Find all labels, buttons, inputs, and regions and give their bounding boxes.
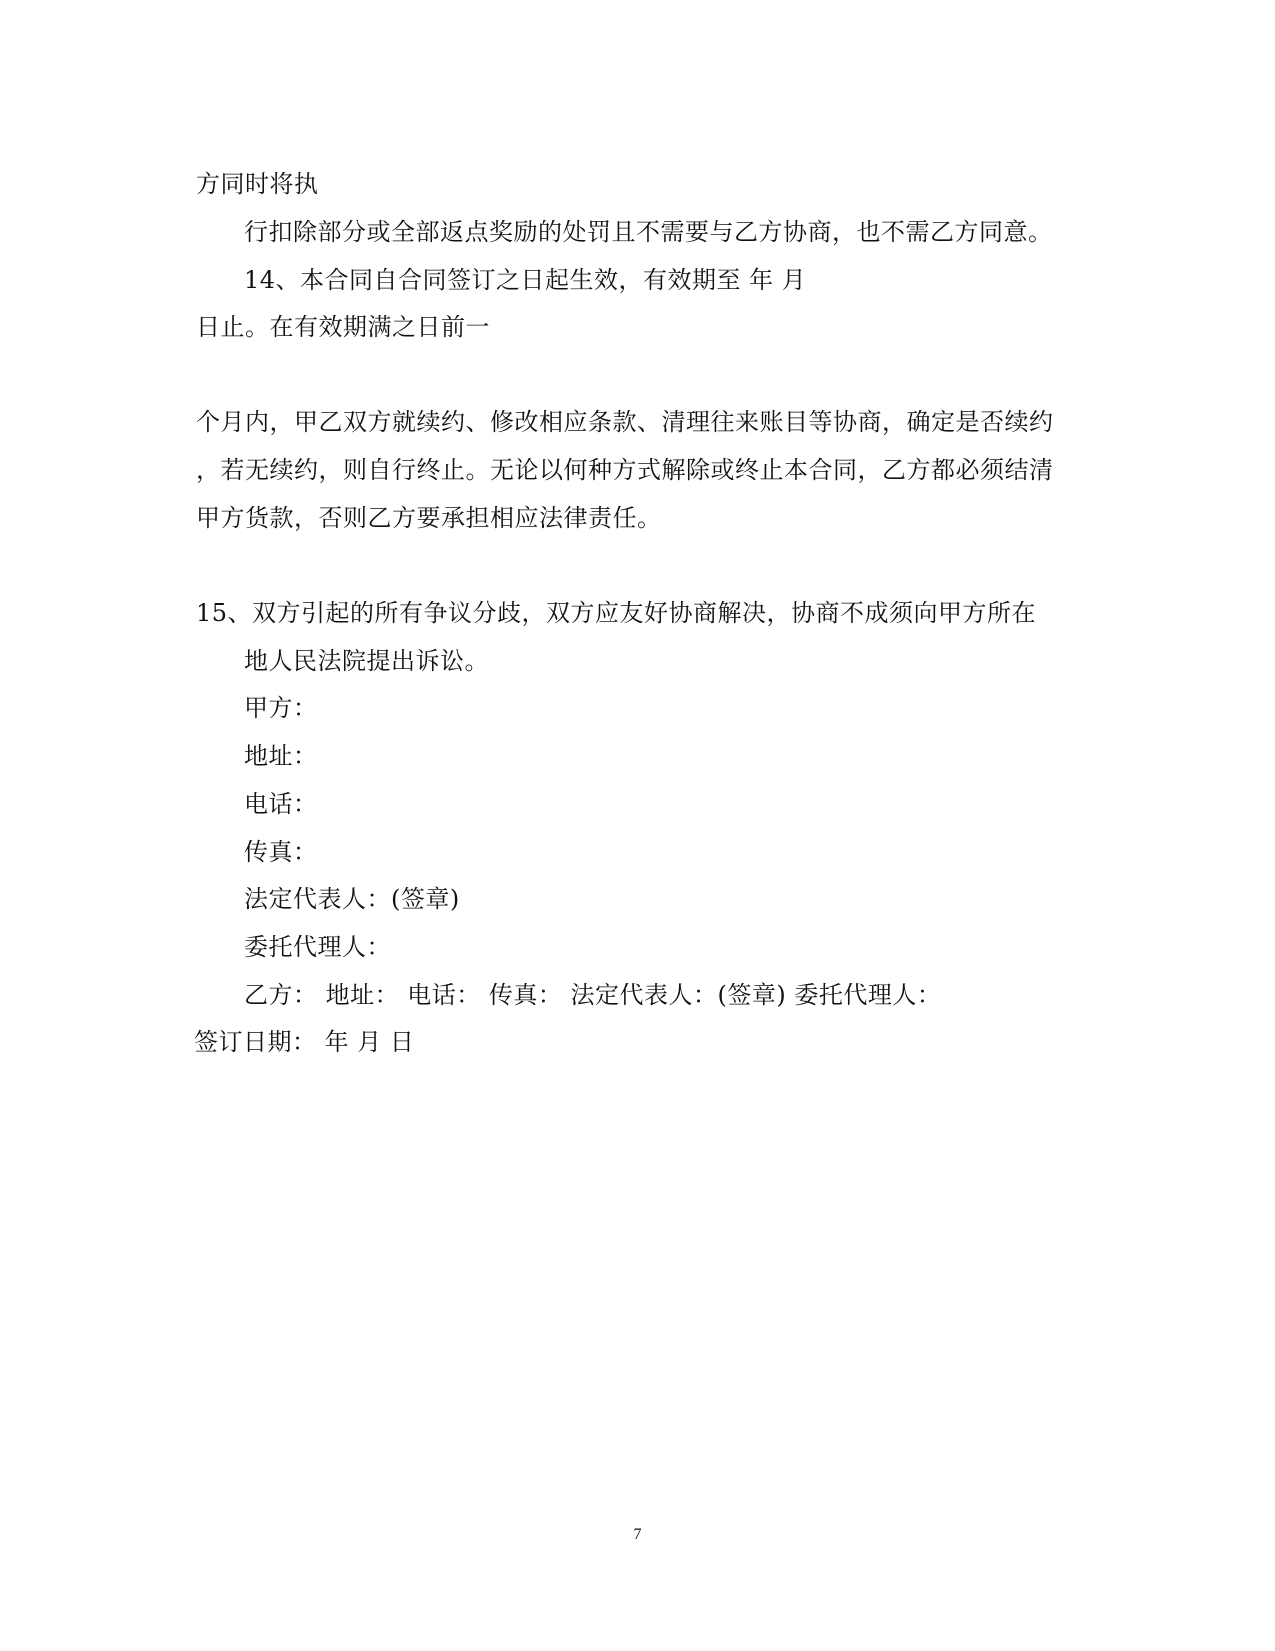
address-label: 地址： (244, 742, 318, 770)
clause-15: 15、双方引起的所有争议分歧，双方应友好协商解决，协商不成须向甲方所在 (196, 599, 1037, 627)
phone-label: 电话： (244, 790, 318, 818)
party-b-line: 乙方： 地址： 电话： 传真： 法定代表人：(签章) 委托代理人： (244, 981, 942, 1009)
text-line: 个月内，甲乙双方就续约、修改相应条款、清理往来账目等协商，确定是否续约 (196, 408, 1054, 436)
signing-date: 签订日期： 年 月 日 (194, 1028, 415, 1056)
text-line: ，若无续约，则自行终止。无论以何种方式解除或终止本合同，乙方都必须结清 (196, 456, 1054, 484)
party-a-label: 甲方： (244, 694, 318, 722)
text-line: 方同时将执 (196, 170, 319, 198)
legal-representative-label: 法定代表人：(签章) (244, 885, 460, 913)
text-line: 地人民法院提出诉讼。 (244, 647, 489, 675)
clause-14: 14、本合同自合同签订之日起生效，有效期至 年 月 (244, 266, 807, 294)
agent-label: 委托代理人： (244, 933, 391, 961)
fax-label: 传真： (244, 838, 318, 866)
page-number: 7 (633, 1526, 642, 1543)
text-line: 日止。在有效期满之日前一 (196, 313, 490, 341)
text-line: 甲方货款，否则乙方要承担相应法律责任。 (196, 504, 662, 532)
text-line: 行扣除部分或全部返点奖励的处罚且不需要与乙方协商，也不需乙方同意。 (244, 218, 1053, 246)
